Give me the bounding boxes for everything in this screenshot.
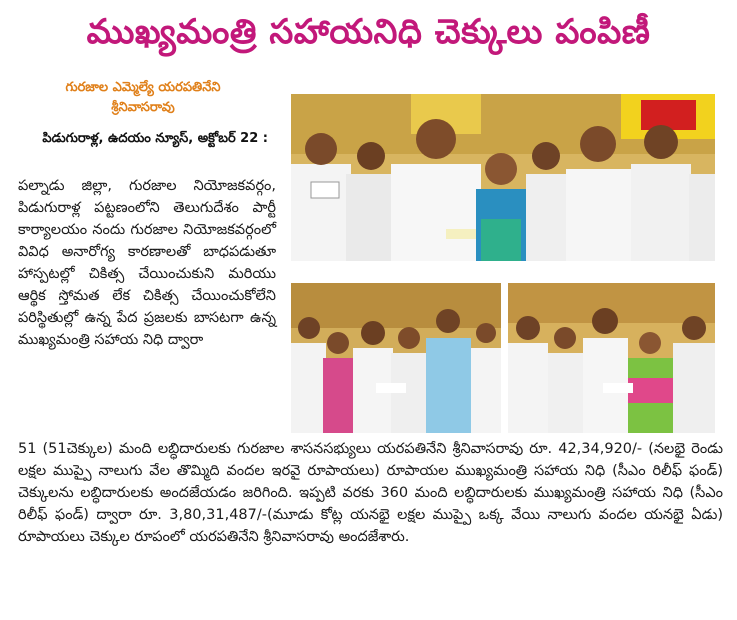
photo-bottom-left-image [291, 283, 501, 433]
reporter-credit [18, 78, 268, 118]
headline: ముఖ్యమంత్రి సహాయనిధి చెక్కులు పంపిణీ [86, 12, 651, 52]
reporter-line-2: శ్రీనివాసరావు [111, 100, 175, 115]
photo-bottom-left [291, 283, 501, 433]
photo-top-image [291, 94, 715, 261]
reporter-line-1: గురజాల ఎమ్మెల్యే యరపతినేని [65, 80, 221, 95]
photo-bottom-right-image [508, 283, 715, 433]
dateline: పిడుగురాళ్ల, ఉదయం న్యూస్, అక్టోబర్ 22 : [42, 131, 268, 146]
article-body-column: పల్నాడు జిల్లా, గురజాల నియోజకవర్గం, పిడుగురాళ్ల పట్టణంలోని తెలుగుదేశం పార్టీ కార్యాలయం నందు గురజాల నియోజకవర్గంలో వివిధ అనారోగ్య కారణాలతో బాధపడుతూ హాస్పటల్లో చికిత్స చేయించుకుని మరియు ఆర్థిక స్తోమత లేక చికిత్స చేయించుకోలేని పరిస్థితుల్లో ఉన్న పేద ప్రజలకు బాసటగా ఉన్న ముఖ్యమంత్రి సహాయ నిధి ద్వారా [18, 178, 276, 348]
article-body-wide: 51 (51చెక్కుల) మంది లబ్ధిదారులకు గురజాల శాసనసభ్యులు యరపతినేని శ్రీనివాసరావు రూ. 42,34,920/- (నలభై రెండు లక్షల ముప్పై నాలుగు వేల తొమ్మిది వందల ఇరవై రూపాయలు) రూపాయల ముఖ్యమంత్రి సహాయ నిధి (సీఎం రిలీఫ్ ఫండ్) చెక్కులను లబ్ధిదారులకు అందజేయడం జరిగింది. ఇప్పటి వరకు 360 మంది లబ్ధిదారులకు ముఖ్యమంత్రి సహాయ నిధి (సీఎం రిలీఫ్ ఫండ్) ద్వారా రూ. 3,80,31,487/-(మూడు కోట్ల యనభై లక్షల ముప్పై ఒక్క వేయి నాలుగు వందల యనభై ఏడు) రూపాయలు చెక్కుల రూపంలో యరపతినేని శ్రీనివాసరావు అందజేశారు. [18, 441, 723, 545]
photo-bottom-right [508, 283, 715, 433]
photo-top [291, 94, 715, 261]
